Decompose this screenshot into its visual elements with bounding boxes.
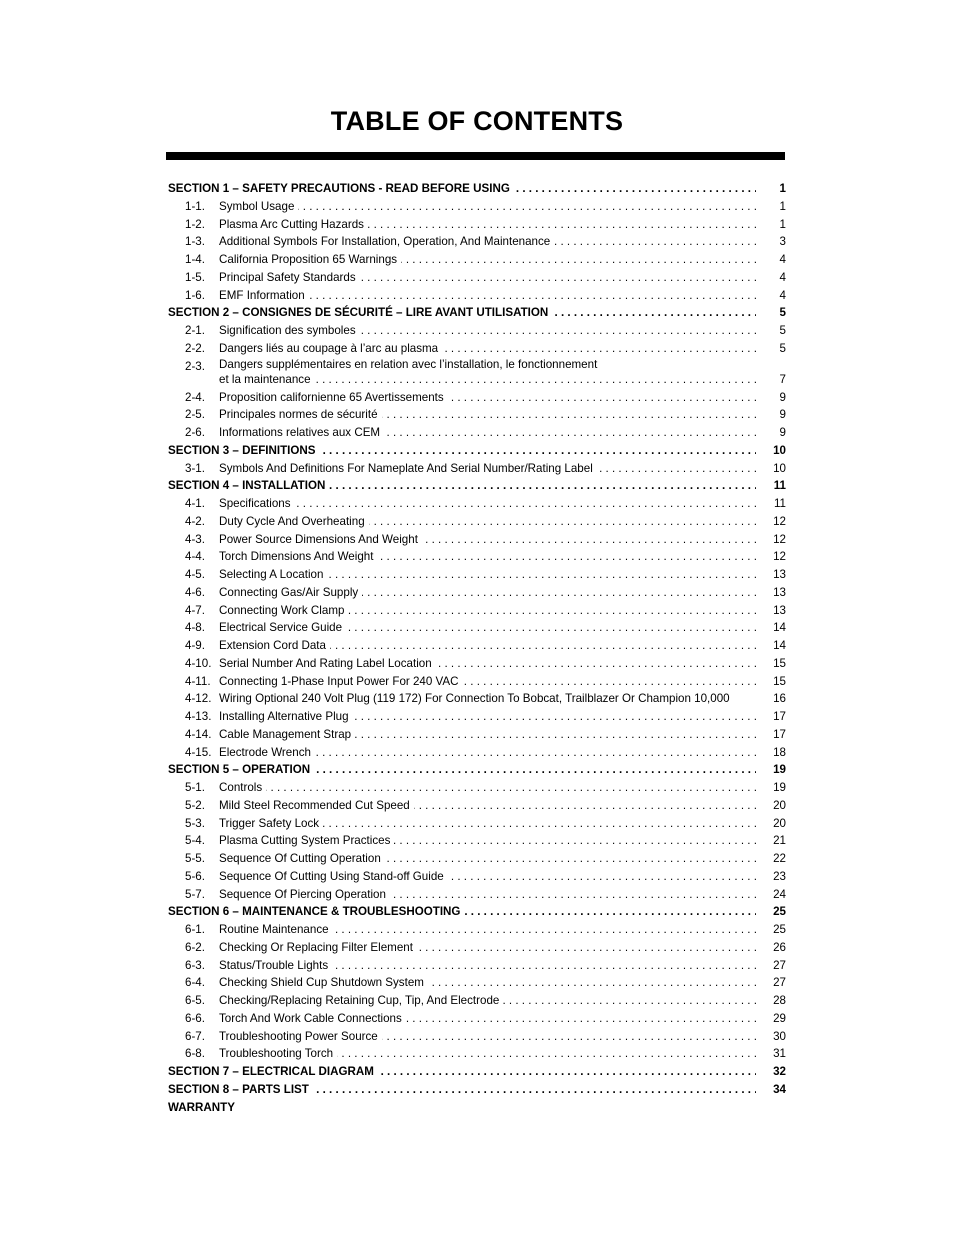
toc-entry-label: Symbols And Definitions For Nameplate And Serial Number/Rating Label <box>219 462 597 475</box>
toc-entry-label: Principal Safety Standards <box>219 271 360 284</box>
toc-entry-number: 4-5. <box>185 568 205 581</box>
toc-entry-number: 1-2. <box>185 217 205 231</box>
toc-entry-number: 4-3. <box>185 532 205 546</box>
toc-entry-row[interactable] <box>168 797 786 815</box>
toc-entry-title <box>219 779 756 797</box>
toc-entry-number: 4-8. <box>185 621 205 635</box>
toc-page-number: 4 <box>779 270 786 284</box>
toc-entry-number: 5-5. <box>185 852 205 865</box>
toc-entry-number: 5-2. <box>185 798 205 812</box>
toc-entry-title <box>219 886 756 904</box>
toc-section-row[interactable] <box>168 1081 786 1099</box>
toc-entry-row[interactable] <box>168 744 786 762</box>
toc-entry-title <box>219 957 756 975</box>
page-title: TABLE OF CONTENTS <box>330 106 624 136</box>
toc-entry-row[interactable] <box>168 690 786 708</box>
toc-entry-title <box>219 939 756 957</box>
toc-entry-number: 4-13. <box>185 710 212 723</box>
toc-entry-row[interactable] <box>168 1010 786 1028</box>
toc-entry-title <box>168 442 756 460</box>
toc-entry-row[interactable] <box>168 637 786 655</box>
toc-entry-title <box>219 992 756 1010</box>
toc-entry-label: Serial Number And Rating Label Location <box>219 657 436 670</box>
toc-entry-row[interactable] <box>168 1028 786 1046</box>
toc-entry-title <box>219 744 756 762</box>
toc-entry-label: Power Source Dimensions And Weight <box>219 533 422 546</box>
toc-page-number: 25 <box>773 923 786 936</box>
toc-entry-number: 6-3. <box>185 958 205 972</box>
toc-section-row[interactable] <box>168 304 786 322</box>
toc-entry-row[interactable] <box>168 269 786 287</box>
toc-entry-row[interactable] <box>168 921 786 939</box>
toc-page-number: 27 <box>773 976 786 990</box>
toc-entry-title <box>168 1099 756 1117</box>
toc-page-number: 23 <box>773 869 786 883</box>
toc-entry-title <box>219 389 756 407</box>
toc-page-number: 20 <box>773 816 786 830</box>
toc-entry-title <box>219 850 756 868</box>
toc-entry-title <box>219 655 756 673</box>
toc-entry-label: Routine Maintenance <box>219 923 333 936</box>
toc-entry-label: Electrical Service Guide <box>219 621 346 634</box>
toc-entry-number: 4-4. <box>185 550 205 564</box>
toc-entry-label: Sequence Of Cutting Operation <box>219 852 385 865</box>
toc-entry-title <box>219 619 756 637</box>
toc-entry-title <box>219 673 756 691</box>
toc-entry-title <box>219 548 756 566</box>
toc-entry-number: 2-3. <box>185 359 205 373</box>
toc-entry-title <box>219 495 756 513</box>
toc-page-number: 15 <box>773 656 786 670</box>
toc-entry-row[interactable] <box>168 957 786 975</box>
toc-entry-row[interactable] <box>168 548 786 566</box>
toc-entry-row[interactable] <box>168 832 786 850</box>
toc-entry-label: Sequence Of Piercing Operation <box>219 888 390 901</box>
toc-entry-label: Torch Dimensions And Weight <box>219 550 377 563</box>
toc-entry-number: 1-6. <box>185 288 205 302</box>
toc-entry-title <box>168 1063 756 1081</box>
table-of-contents <box>168 180 786 1116</box>
toc-entry-title <box>219 269 756 287</box>
toc-entry-label: Installing Alternative Plug <box>219 710 353 723</box>
title-rule <box>166 152 785 160</box>
toc-entry-label: California Proposition 65 Warnings <box>219 253 401 266</box>
toc-entry-number: 4-6. <box>185 585 205 599</box>
toc-entry-row[interactable] <box>168 602 786 620</box>
toc-entry-row[interactable] <box>168 992 786 1010</box>
toc-page-number: 9 <box>779 408 786 422</box>
toc-page-number: 34 <box>773 1082 786 1096</box>
toc-entry-label: Connecting Work Clamp <box>219 604 348 617</box>
toc-entry-label: SECTION 5 – OPERATION <box>168 763 314 776</box>
toc-entry-label: SECTION 2 – CONSIGNES DE SÉCURITÉ – LIRE AVANT UTILISATION <box>168 306 552 319</box>
toc-entry-row[interactable] <box>168 198 786 216</box>
toc-entry-title <box>168 1081 756 1099</box>
toc-page-number: 16 <box>773 692 786 706</box>
toc-page-number: 1 <box>779 199 786 213</box>
toc-entry-label: Dangers liés au coupage à l’arc au plasma <box>219 342 442 355</box>
toc-entry-row[interactable] <box>168 358 786 389</box>
toc-entry-number: 1-1. <box>185 199 205 213</box>
toc-entry-title <box>219 406 756 424</box>
toc-entry-number: 5-1. <box>185 781 205 794</box>
toc-entry-title <box>219 566 756 584</box>
toc-entry-row[interactable] <box>168 460 786 478</box>
toc-entry-label: Selecting A Location <box>219 568 327 581</box>
toc-entry-row[interactable] <box>168 655 786 673</box>
toc-page-number: 18 <box>773 745 786 759</box>
toc-entry-title <box>168 761 756 779</box>
toc-entry-row[interactable] <box>168 389 786 407</box>
toc-entry-number: 6-7. <box>185 1029 205 1043</box>
toc-page-number: 19 <box>773 763 786 777</box>
toc-page-number: 5 <box>779 306 786 320</box>
toc-entry-title <box>219 1045 756 1063</box>
toc-entry-title <box>219 198 756 216</box>
toc-entry-label: Torch And Work Cable Connections <box>219 1012 406 1025</box>
toc-entry-number: 6-1. <box>185 923 205 936</box>
toc-entry-title <box>219 584 756 602</box>
toc-entry-row[interactable] <box>168 406 786 424</box>
toc-entry-row[interactable] <box>168 531 786 549</box>
toc-page-number: 9 <box>779 390 786 404</box>
toc-entry-number: 6-8. <box>185 1047 205 1061</box>
toc-section-row[interactable] <box>168 442 786 460</box>
toc-entry-label: SECTION 6 – MAINTENANCE & TROUBLESHOOTING <box>168 905 464 918</box>
toc-entry-number: 4-10. <box>185 656 212 670</box>
toc-entry-number: 4-2. <box>185 514 205 528</box>
toc-entry-label: Checking Or Replacing Filter Element <box>219 941 417 954</box>
toc-page-number: 20 <box>773 798 786 812</box>
toc-entry-label: Connecting 1-Phase Input Power For 240 VAC <box>219 675 463 688</box>
toc-page-number: 10 <box>773 443 786 457</box>
toc-entry-number: 4-11. <box>185 674 211 688</box>
toc-page-number: 17 <box>773 710 786 723</box>
toc-page-number: 28 <box>773 994 786 1007</box>
toc-entry-title <box>168 180 756 198</box>
toc-entry-title <box>219 921 756 939</box>
toc-page-number: 5 <box>779 341 786 355</box>
toc-page-number: 12 <box>773 550 786 564</box>
toc-page-number: 26 <box>773 940 786 954</box>
toc-entry-label: Extension Cord Data <box>219 639 330 652</box>
toc-entry-label: Checking Shield Cup Shutdown System <box>219 976 428 989</box>
toc-entry-number: 4-1. <box>185 497 205 510</box>
toc-page-number: 25 <box>773 905 786 919</box>
toc-entry-label: Symbol Usage <box>219 200 298 213</box>
toc-entry-title <box>219 460 756 478</box>
toc-entry-label: Controls <box>219 781 266 794</box>
toc-entry-label: WARRANTY <box>168 1101 239 1114</box>
toc-entry-number: 6-4. <box>185 976 205 990</box>
toc-entry-row[interactable] <box>168 619 786 637</box>
toc-entry-label-line1: Dangers supplémentaires en relation avec l’installation, le fonctionnement <box>219 357 598 371</box>
toc-entry-label: SECTION 8 – PARTS LIST <box>168 1083 313 1096</box>
toc-entry-title <box>219 602 756 620</box>
toc-entry-label: SECTION 7 – ELECTRICAL DIAGRAM <box>168 1065 378 1078</box>
toc-entry-title <box>219 322 756 340</box>
toc-page-number: 30 <box>773 1029 786 1043</box>
toc-entry-row[interactable] <box>168 340 786 358</box>
toc-entry-number: 3-1. <box>185 461 205 475</box>
toc-entry-row[interactable] <box>168 424 786 442</box>
toc-section-row[interactable] <box>168 903 786 921</box>
toc-page-number: 19 <box>773 781 786 794</box>
toc-entry-title <box>168 477 756 495</box>
toc-entry-label: Cable Management Strap <box>219 728 355 741</box>
toc-entry-title <box>219 726 756 744</box>
toc-page-number: 3 <box>779 235 786 249</box>
toc-entry-number: 5-4. <box>185 834 205 848</box>
toc-entry-title <box>168 304 756 322</box>
toc-entry-label: Signification des symboles <box>219 324 360 337</box>
toc-entry-label: Troubleshooting Power Source <box>219 1030 382 1043</box>
toc-section-row[interactable] <box>168 1099 786 1117</box>
toc-entry-label: Proposition californienne 65 Avertissements <box>219 391 448 404</box>
toc-entry-label: SECTION 4 – INSTALLATION <box>168 479 329 492</box>
toc-entry-label: Checking/Replacing Retaining Cup, Tip, And Electrode <box>219 994 503 1007</box>
toc-entry-title <box>219 531 756 549</box>
toc-entry-row[interactable] <box>168 779 786 797</box>
toc-entry-title <box>219 1028 756 1046</box>
toc-entry-title <box>219 832 756 850</box>
toc-entry-title <box>219 287 756 305</box>
toc-entry-row[interactable] <box>168 322 786 340</box>
toc-entry-title <box>219 358 756 389</box>
toc-entry-number: 4-12. <box>185 692 212 706</box>
toc-entry-number: 1-3. <box>185 235 205 249</box>
toc-page-number <box>758 1099 786 1117</box>
toc-section-row[interactable] <box>168 180 786 198</box>
toc-entry-row[interactable] <box>168 726 786 744</box>
toc-section-row[interactable] <box>168 1063 786 1081</box>
toc-page-number: 7 <box>779 372 786 386</box>
toc-entry-label: Trigger Safety Lock <box>219 817 323 830</box>
toc-entry-label: Troubleshooting Torch <box>219 1047 337 1060</box>
toc-entry-title <box>219 1010 756 1028</box>
toc-entry-number: 2-6. <box>185 426 205 439</box>
toc-entry-row[interactable] <box>168 495 786 513</box>
toc-entry-label: Plasma Arc Cutting Hazards <box>219 218 368 231</box>
toc-entry-number: 5-7. <box>185 887 205 901</box>
toc-page-number: 27 <box>773 958 786 972</box>
toc-page-number: 13 <box>773 585 786 599</box>
toc-entry-label: SECTION 3 – DEFINITIONS <box>168 444 320 457</box>
toc-entry-label: Electrode Wrench <box>219 746 315 759</box>
toc-page-number: 5 <box>779 324 786 337</box>
toc-entry-row[interactable] <box>168 287 786 305</box>
toc-entry-row[interactable] <box>168 850 786 868</box>
toc-entry-number: 6-6. <box>185 1011 205 1025</box>
toc-entry-row[interactable] <box>168 939 786 957</box>
toc-entry-row[interactable] <box>168 513 786 531</box>
toc-entry-title <box>219 251 756 269</box>
toc-page-number: 14 <box>773 621 786 635</box>
toc-page-number: 22 <box>773 852 786 865</box>
toc-entry-label-line2: et la maintenance <box>219 373 315 386</box>
toc-page-number: 4 <box>779 288 786 302</box>
toc-entry-label: Specifications <box>219 497 295 510</box>
toc-entry-number: 2-2. <box>185 341 205 355</box>
toc-entry-label: Connecting Gas/Air Supply <box>219 586 362 599</box>
toc-entry-row[interactable] <box>168 673 786 691</box>
toc-entry-label: Mild Steel Recommended Cut Speed <box>219 799 414 812</box>
toc-entry-label: Additional Symbols For Installation, Operation, And Maintenance <box>219 235 554 248</box>
toc-entry-number: 6-5. <box>185 994 205 1007</box>
toc-entry-label: Wiring Optional 240 Volt Plug (119 172) For Connection To Bobcat, Trailblazer Or Champion 10,000 <box>219 692 734 705</box>
toc-entry-label: Sequence Of Cutting Using Stand-off Guide <box>219 870 448 883</box>
toc-entry-title <box>219 637 756 655</box>
toc-entry-title <box>219 708 756 726</box>
toc-entry-row[interactable] <box>168 216 786 234</box>
toc-entry-title <box>219 797 756 815</box>
toc-page-number: 12 <box>773 532 786 546</box>
toc-page-number: 29 <box>773 1011 786 1025</box>
toc-section-row[interactable] <box>168 477 786 495</box>
toc-entry-row[interactable] <box>168 233 786 251</box>
toc-page-number: 32 <box>773 1065 786 1078</box>
toc-entry-title <box>219 216 756 234</box>
toc-page-number: 1 <box>779 182 786 195</box>
toc-entry-label: Status/Trouble Lights <box>219 959 332 972</box>
toc-entry-row[interactable] <box>168 1045 786 1063</box>
toc-entry-title <box>219 974 756 992</box>
toc-entry-number: 4-15. <box>185 745 212 759</box>
toc-entry-title <box>219 815 756 833</box>
toc-page-number: 1 <box>779 217 786 231</box>
toc-entry-title <box>219 868 756 886</box>
toc-entry-label: Principales normes de sécurité <box>219 408 382 421</box>
toc-entry-row[interactable] <box>168 868 786 886</box>
toc-entry-number: 6-2. <box>185 940 205 954</box>
toc-page-number: 17 <box>773 727 786 741</box>
toc-page-number: 4 <box>779 253 786 266</box>
toc-page-number: 21 <box>773 834 786 848</box>
toc-page-number: 24 <box>773 887 786 901</box>
toc-entry-number: 4-9. <box>185 639 205 652</box>
toc-entry-number: 2-4. <box>185 390 205 404</box>
toc-entry-row[interactable] <box>168 815 786 833</box>
toc-entry-row[interactable] <box>168 584 786 602</box>
toc-entry-title <box>219 513 756 531</box>
toc-entry-label: Plasma Cutting System Practices <box>219 834 394 847</box>
toc-entry-number: 4-14. <box>185 727 212 741</box>
toc-entry-row[interactable] <box>168 974 786 992</box>
toc-entry-title <box>219 690 756 708</box>
toc-entry-number: 1-4. <box>185 253 205 266</box>
toc-entry-title <box>219 233 756 251</box>
toc-entry-row[interactable] <box>168 251 786 269</box>
toc-page-number: 13 <box>773 568 786 581</box>
toc-entry-row[interactable] <box>168 566 786 584</box>
toc-page-number: 15 <box>773 674 786 688</box>
toc-entry-label: Duty Cycle And Overheating <box>219 515 369 528</box>
toc-page-number: 9 <box>779 426 786 439</box>
toc-page-number: 12 <box>773 514 786 528</box>
toc-entry-label: SECTION 1 – SAFETY PRECAUTIONS - READ BEFORE USING <box>168 182 514 195</box>
toc-entry-row[interactable] <box>168 886 786 904</box>
toc-entry-number: 5-3. <box>185 816 205 830</box>
toc-entry-row[interactable] <box>168 708 786 726</box>
toc-page-number: 13 <box>773 603 786 617</box>
toc-entry-label: Informations relatives aux CEM <box>219 426 384 439</box>
toc-entry-number: 4-7. <box>185 603 205 617</box>
toc-entry-label: EMF Information <box>219 289 309 302</box>
toc-entry-title <box>219 424 756 442</box>
toc-entry-number: 5-6. <box>185 869 205 883</box>
toc-entry-title <box>168 903 756 921</box>
toc-page-number: 11 <box>773 479 786 493</box>
toc-section-row[interactable] <box>168 761 786 779</box>
toc-entry-number: 1-5. <box>185 270 205 284</box>
toc-page-number: 14 <box>773 639 786 652</box>
toc-page-number: 10 <box>773 461 786 475</box>
toc-entry-title <box>219 340 756 358</box>
toc-page-number: 11 <box>773 497 786 510</box>
toc-page-number: 31 <box>773 1047 786 1061</box>
toc-entry-number: 2-5. <box>185 408 205 422</box>
toc-entry-number: 2-1. <box>185 324 205 337</box>
